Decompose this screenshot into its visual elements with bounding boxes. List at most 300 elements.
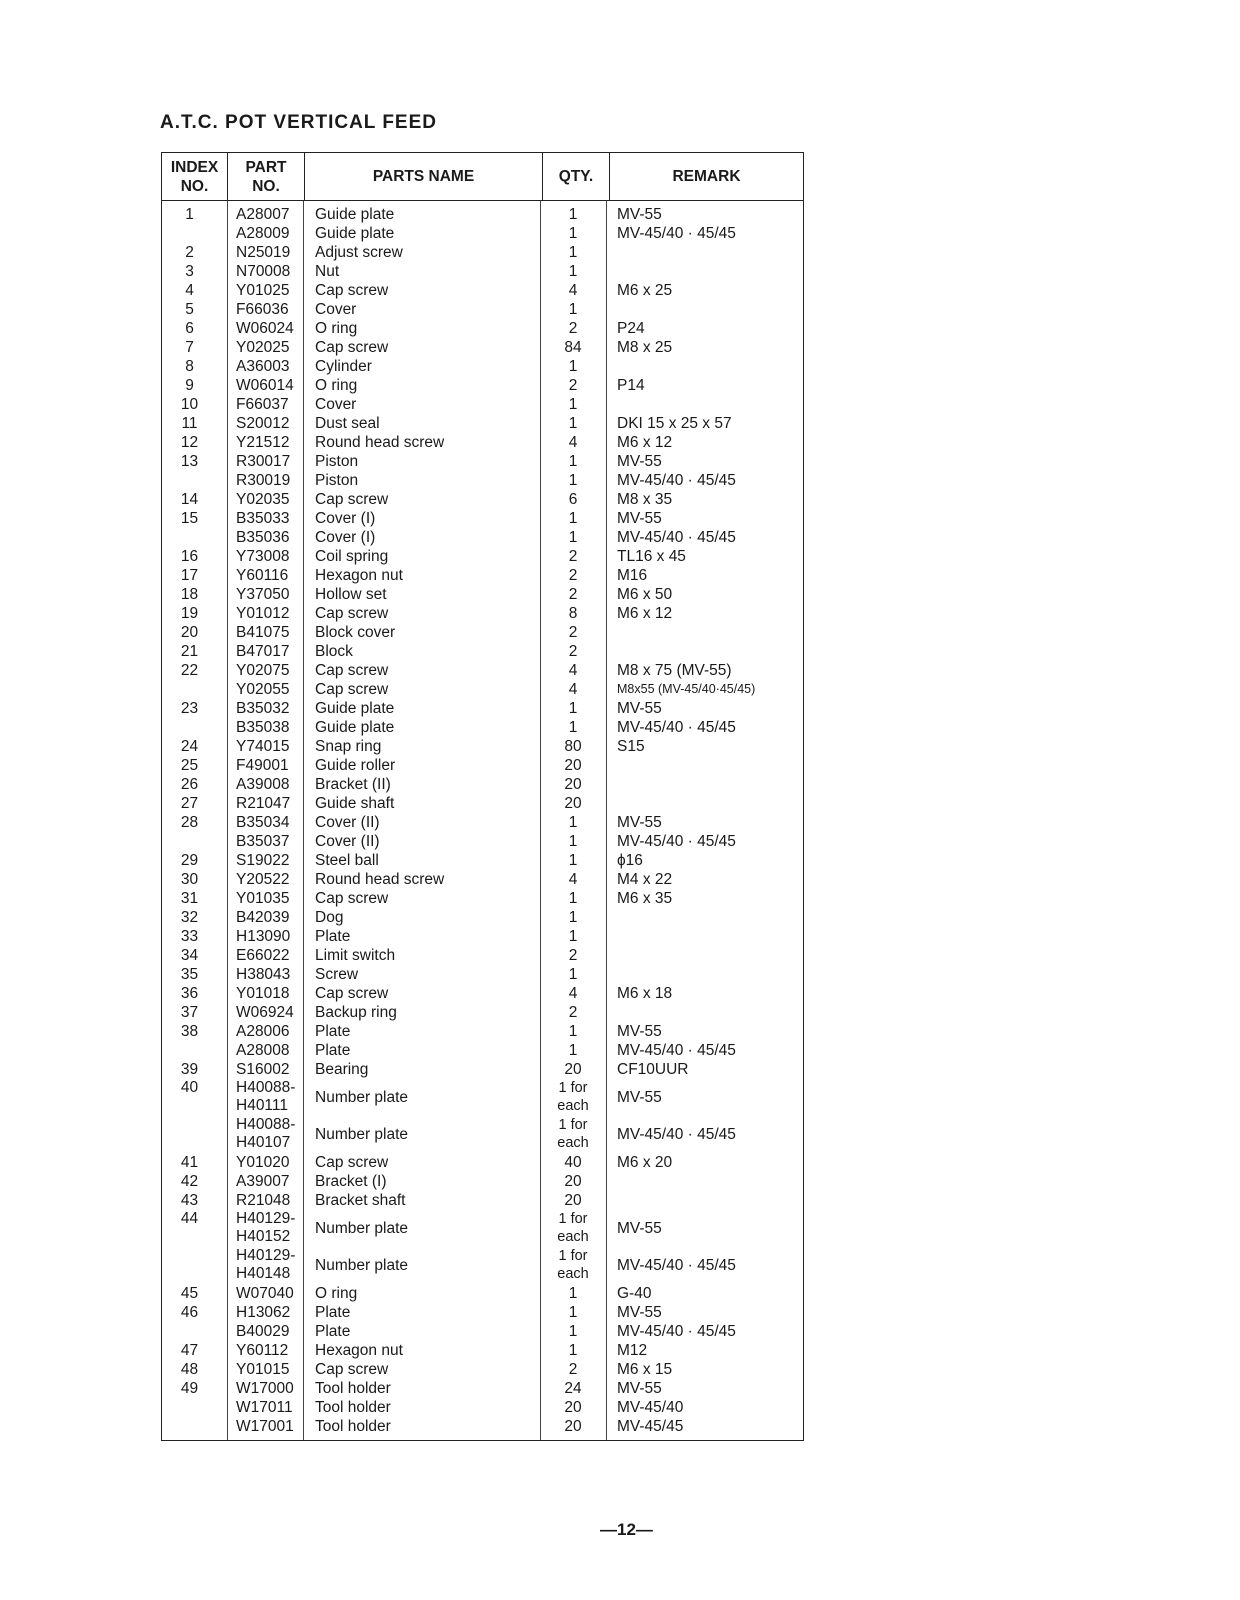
table-row <box>162 1116 803 1153</box>
qty-cell: 2 <box>568 548 578 565</box>
parts-name-cell: Bracket shaft <box>315 1192 406 1209</box>
index-cell: 36 <box>180 985 199 1002</box>
part-no-cell: B42039 <box>236 909 290 926</box>
table-row <box>162 927 803 946</box>
parts-name-cell: Cover (I) <box>315 510 376 527</box>
index-cell: 15 <box>180 510 199 527</box>
parts-name-cell: Cap screw <box>315 1154 389 1171</box>
qty-cell: 1 <box>568 1042 578 1059</box>
parts-name-cell: Cover (II) <box>315 833 380 850</box>
index-cell <box>162 1116 227 1153</box>
parts-name-cell: Cap screw <box>315 605 389 622</box>
part-no-cell: Y21512 <box>236 434 290 451</box>
parts-name-cell: Block cover <box>315 624 396 641</box>
parts-name-cell: Cap screw <box>315 339 389 356</box>
index-cell: 5 <box>185 301 194 318</box>
remark-cell <box>606 965 803 984</box>
index-cell: 4 <box>185 282 194 299</box>
qty-cell: 2 <box>568 567 578 584</box>
remark-cell: S15 <box>617 738 645 755</box>
table-row <box>162 205 803 224</box>
index-cell <box>162 224 227 243</box>
qty-cell: 1 <box>568 453 578 470</box>
table-row <box>162 243 803 262</box>
qty-cell: 1 <box>568 909 578 926</box>
table-row <box>162 471 803 490</box>
part-no-cell: Y02075 <box>236 662 290 679</box>
table-row <box>162 509 803 528</box>
qty-cell: 1 <box>568 833 578 850</box>
column-divider <box>303 201 304 1440</box>
remark-cell: M6 x 50 <box>617 586 673 603</box>
table-row <box>162 224 803 243</box>
remark-cell: TL16 x 45 <box>617 548 686 565</box>
qty-cell: 2 <box>568 586 578 603</box>
table-row <box>162 1153 803 1172</box>
part-no-cell: R21048 <box>236 1192 291 1209</box>
remark-cell: M6 x 12 <box>617 434 673 451</box>
part-no-cell: Y01035 <box>236 890 290 907</box>
remark-cell: MV-45/40 · 45/45 <box>617 472 736 489</box>
qty-cell: 1 <box>568 1323 578 1340</box>
index-cell: 39 <box>180 1061 199 1078</box>
parts-name-cell: Nut <box>315 263 340 280</box>
index-cell: 16 <box>180 548 199 565</box>
part-no-cell: B41075 <box>236 624 290 641</box>
table-row <box>162 1398 803 1417</box>
part-no-cell: Y20522 <box>236 871 290 888</box>
header-parts-name: PARTS NAME <box>305 153 543 200</box>
table-row <box>162 794 803 813</box>
parts-name-cell: Cap screw <box>315 985 389 1002</box>
parts-name-cell: Cap screw <box>315 282 389 299</box>
index-cell: 1 <box>185 206 194 223</box>
remark-cell: M6 x 15 <box>617 1361 673 1378</box>
remark-cell: MV-45/40 · 45/45 <box>617 1042 736 1059</box>
remark-cell <box>606 642 803 661</box>
qty-cell: 1 <box>568 1342 578 1359</box>
part-no-cell: Y37050 <box>236 586 290 603</box>
index-cell <box>162 1398 227 1417</box>
remark-cell: ϕ16 <box>617 852 643 869</box>
remark-cell <box>606 1172 803 1191</box>
remark-cell: MV-55 <box>617 814 662 831</box>
qty-cell: 1 <box>568 396 578 413</box>
parts-name-cell: Cap screw <box>315 662 389 679</box>
table-row <box>162 338 803 357</box>
remark-cell: M6 x 20 <box>617 1154 673 1171</box>
part-no-cell: Y02035 <box>236 491 290 508</box>
index-cell: 42 <box>180 1173 199 1190</box>
qty-cell: 20 <box>564 757 582 774</box>
remark-cell: M8 x 75 (MV-55) <box>617 662 732 679</box>
index-cell <box>162 1041 227 1060</box>
qty-cell: 4 <box>568 985 578 1002</box>
remark-cell <box>606 927 803 946</box>
index-cell: 19 <box>180 605 199 622</box>
remark-cell: DKI 15 x 25 x 57 <box>617 415 732 432</box>
part-no-cell: N70008 <box>236 263 291 280</box>
part-no-cell: A36003 <box>236 358 290 375</box>
part-no-cell: Y01015 <box>236 1361 290 1378</box>
parts-name-cell: Cap screw <box>315 681 389 698</box>
header-remark: REMARK <box>672 168 741 185</box>
part-no-cell: H40129- H40152 <box>236 1210 296 1245</box>
qty-cell: 1 <box>568 510 578 527</box>
table-row <box>162 1284 803 1303</box>
parts-name-cell: Guide shaft <box>315 795 395 812</box>
parts-name-cell: Piston <box>315 453 359 470</box>
index-cell: 20 <box>180 624 199 641</box>
index-cell: 13 <box>180 453 199 470</box>
remark-cell <box>606 623 803 642</box>
table-row <box>162 585 803 604</box>
qty-cell: 2 <box>568 1004 578 1021</box>
parts-name-cell: O ring <box>315 377 358 394</box>
index-cell: 25 <box>180 757 199 774</box>
header-index-no: INDEX NO. <box>162 153 228 200</box>
qty-cell: 2 <box>568 624 578 641</box>
qty-cell: 20 <box>564 776 582 793</box>
remark-cell <box>606 908 803 927</box>
index-cell: 6 <box>185 320 194 337</box>
remark-cell: MV-55 <box>617 206 662 223</box>
table-row <box>162 547 803 566</box>
table-row <box>162 566 803 585</box>
table-row <box>162 319 803 338</box>
parts-name-cell: Hollow set <box>315 586 387 603</box>
parts-name-cell: Plate <box>315 1323 351 1340</box>
parts-name-cell: Hexagon nut <box>315 567 403 584</box>
qty-cell: 1 <box>568 301 578 318</box>
table-row <box>162 775 803 794</box>
qty-cell: 8 <box>568 605 578 622</box>
part-no-cell: S16002 <box>236 1061 290 1078</box>
parts-name-cell: Adjust screw <box>315 244 403 261</box>
remark-cell: MV-55 <box>617 1380 662 1397</box>
qty-cell: 1 <box>568 890 578 907</box>
remark-cell: M6 x 18 <box>617 985 673 1002</box>
index-cell: 3 <box>185 263 194 280</box>
qty-cell: 4 <box>568 282 578 299</box>
parts-name-cell: Plate <box>315 1304 351 1321</box>
index-cell: 43 <box>180 1192 199 1209</box>
parts-name-cell: Bearing <box>315 1061 369 1078</box>
table-row <box>162 1322 803 1341</box>
table-row <box>162 1022 803 1041</box>
index-cell: 31 <box>180 890 199 907</box>
remark-cell: MV-45/40 · 45/45 <box>617 719 736 736</box>
part-no-cell: E66022 <box>236 947 290 964</box>
parts-name-cell: Number plate <box>315 1125 409 1143</box>
remark-cell: P14 <box>617 377 645 394</box>
part-no-cell: H38043 <box>236 966 291 983</box>
table-row <box>162 889 803 908</box>
remark-cell: M8x55 (MV-45/40·45/45) <box>617 682 756 696</box>
parts-name-cell: Guide plate <box>315 225 395 242</box>
table-row <box>162 604 803 623</box>
part-no-cell: Y01018 <box>236 985 290 1002</box>
index-cell <box>162 1247 227 1284</box>
table-row <box>162 965 803 984</box>
remark-cell: CF10UUR <box>617 1061 689 1078</box>
index-cell: 32 <box>180 909 199 926</box>
remark-cell: MV-45/40 · 45/45 <box>617 1125 736 1143</box>
table-row <box>162 1060 803 1079</box>
qty-cell: 84 <box>564 339 582 356</box>
index-cell: 49 <box>180 1380 199 1397</box>
parts-name-cell: Tool holder <box>315 1380 391 1397</box>
qty-cell: 1 <box>568 244 578 261</box>
column-divider <box>606 201 607 1440</box>
index-cell: 22 <box>180 662 199 679</box>
header-part-no: PART NO. <box>228 153 305 200</box>
remark-cell: MV-45/40 · 45/45 <box>617 1256 736 1274</box>
table-row <box>162 680 803 699</box>
parts-name-cell: Cover <box>315 301 357 318</box>
index-cell: 23 <box>180 700 199 717</box>
remark-cell: MV-55 <box>617 453 662 470</box>
parts-name-cell: Steel ball <box>315 852 379 869</box>
part-no-cell: A39007 <box>236 1173 290 1190</box>
qty-cell: 1 <box>568 529 578 546</box>
qty-cell: 4 <box>568 434 578 451</box>
qty-cell: 4 <box>568 871 578 888</box>
table-row <box>162 642 803 661</box>
remark-cell <box>606 395 803 414</box>
index-cell: 9 <box>185 377 194 394</box>
part-no-cell: R30017 <box>236 453 291 470</box>
qty-cell: 24 <box>564 1380 582 1397</box>
parts-name-cell: Guide plate <box>315 206 395 223</box>
remark-cell: MV-45/45 <box>617 1418 684 1435</box>
remark-cell: MV-55 <box>617 1088 662 1106</box>
qty-cell: 20 <box>564 795 582 812</box>
remark-cell <box>606 756 803 775</box>
index-cell: 10 <box>180 396 199 413</box>
index-cell: 24 <box>180 738 199 755</box>
parts-name-cell: Cover <box>315 396 357 413</box>
part-no-cell: H13090 <box>236 928 291 945</box>
qty-cell: 1 <box>568 415 578 432</box>
qty-cell: 1 <box>568 358 578 375</box>
index-cell: 2 <box>185 244 194 261</box>
table-row <box>162 300 803 319</box>
part-no-cell: A39008 <box>236 776 290 793</box>
part-no-cell: H13062 <box>236 1304 291 1321</box>
table-body <box>162 201 803 1440</box>
table-row <box>162 433 803 452</box>
table-row <box>162 262 803 281</box>
table-row <box>162 718 803 737</box>
qty-cell: 20 <box>564 1192 582 1209</box>
table-row <box>162 813 803 832</box>
index-cell: 29 <box>180 852 199 869</box>
index-cell: 46 <box>180 1304 199 1321</box>
qty-cell: 1 <box>568 719 578 736</box>
index-cell: 45 <box>180 1285 199 1302</box>
part-no-cell: A28006 <box>236 1023 290 1040</box>
part-no-cell: W17001 <box>236 1418 294 1435</box>
index-cell: 26 <box>180 776 199 793</box>
index-cell <box>162 1322 227 1341</box>
index-cell: 21 <box>180 643 199 660</box>
remark-cell: MV-55 <box>617 510 662 527</box>
part-no-cell: F49001 <box>236 757 289 774</box>
parts-name-cell: Backup ring <box>315 1004 397 1021</box>
parts-name-cell: Block <box>315 643 353 660</box>
remark-cell <box>606 1191 803 1210</box>
part-no-cell: W06924 <box>236 1004 294 1021</box>
table-row <box>162 376 803 395</box>
remark-cell: MV-55 <box>617 1304 662 1321</box>
qty-cell: 1 <box>568 814 578 831</box>
table-row <box>162 414 803 433</box>
index-cell: 34 <box>180 947 199 964</box>
qty-cell: 1 <box>568 1023 578 1040</box>
parts-name-cell: Snap ring <box>315 738 382 755</box>
parts-name-cell: Cover (II) <box>315 814 380 831</box>
parts-name-cell: Plate <box>315 928 351 945</box>
table-row <box>162 661 803 680</box>
part-no-cell: B35037 <box>236 833 290 850</box>
qty-cell: 1 <box>568 263 578 280</box>
parts-name-cell: Number plate <box>315 1219 409 1237</box>
part-no-cell: Y02055 <box>236 681 290 698</box>
index-cell: 14 <box>180 491 199 508</box>
index-cell: 38 <box>180 1023 199 1040</box>
parts-name-cell: Limit switch <box>315 947 396 964</box>
index-cell: 33 <box>180 928 199 945</box>
index-cell: 37 <box>180 1004 199 1021</box>
table-row <box>162 832 803 851</box>
header-qty: QTY. <box>543 153 610 200</box>
qty-cell: 20 <box>564 1061 582 1078</box>
parts-name-cell: Cap screw <box>315 890 389 907</box>
part-no-cell: W07040 <box>236 1285 294 1302</box>
remark-cell: P24 <box>617 320 645 337</box>
part-no-cell: R30019 <box>236 472 291 489</box>
qty-cell: 2 <box>568 377 578 394</box>
remark-cell <box>606 794 803 813</box>
index-cell: 7 <box>185 339 194 356</box>
qty-cell: 1 for each <box>557 1080 589 1114</box>
column-divider <box>540 201 541 1440</box>
index-cell: 11 <box>181 415 198 432</box>
part-no-cell: N25019 <box>236 244 291 261</box>
part-no-cell: Y01020 <box>236 1154 290 1171</box>
table-row <box>162 281 803 300</box>
part-no-cell: W06014 <box>236 377 294 394</box>
parts-name-cell: Guide roller <box>315 757 396 774</box>
table-row <box>162 1417 803 1436</box>
remark-cell: MV-55 <box>617 1219 662 1237</box>
parts-name-cell: Coil spring <box>315 548 389 565</box>
parts-name-cell: Bracket (I) <box>315 1173 387 1190</box>
part-no-cell: Y74015 <box>236 738 290 755</box>
parts-name-cell: Guide plate <box>315 719 395 736</box>
part-no-cell: B35032 <box>236 700 290 717</box>
remark-cell: MV-45/40 · 45/45 <box>617 1323 736 1340</box>
part-no-cell: Y01025 <box>236 282 290 299</box>
part-no-cell: B35036 <box>236 529 290 546</box>
page-title: A.T.C. POT VERTICAL FEED <box>160 112 438 133</box>
part-no-cell: W17011 <box>236 1399 293 1416</box>
table-header <box>162 153 803 201</box>
parts-name-cell: Piston <box>315 472 359 489</box>
part-no-cell: W06024 <box>236 320 294 337</box>
qty-cell: 1 <box>568 852 578 869</box>
table-row <box>162 1360 803 1379</box>
qty-cell: 1 <box>568 472 578 489</box>
index-cell: 41 <box>180 1154 199 1171</box>
index-cell <box>162 1417 227 1436</box>
remark-cell <box>606 357 803 376</box>
parts-name-cell: Number plate <box>315 1088 409 1106</box>
part-no-cell: F66037 <box>236 396 289 413</box>
part-no-cell: B40029 <box>236 1323 290 1340</box>
qty-cell: 1 for each <box>557 1117 589 1151</box>
qty-cell: 20 <box>564 1418 582 1435</box>
table-row <box>162 1379 803 1398</box>
remark-cell: M8 x 25 <box>617 339 673 356</box>
qty-cell: 20 <box>564 1173 582 1190</box>
index-cell: 8 <box>185 358 194 375</box>
parts-name-cell: Number plate <box>315 1256 409 1274</box>
remark-cell: MV-45/40 · 45/45 <box>617 529 736 546</box>
parts-name-cell: Cover (I) <box>315 529 376 546</box>
remark-cell: M6 x 12 <box>617 605 673 622</box>
qty-cell: 20 <box>564 1399 582 1416</box>
remark-cell <box>606 262 803 281</box>
qty-cell: 1 <box>568 966 578 983</box>
parts-name-cell: O ring <box>315 320 358 337</box>
table-row <box>162 946 803 965</box>
part-no-cell: A28009 <box>236 225 290 242</box>
remark-cell: MV-45/40 · 45/45 <box>617 225 736 242</box>
part-no-cell: H40129- H40148 <box>236 1247 296 1282</box>
part-no-cell: B35033 <box>236 510 290 527</box>
parts-name-cell: Bracket (II) <box>315 776 391 793</box>
remark-cell: M6 x 25 <box>617 282 673 299</box>
qty-cell: 1 <box>568 225 578 242</box>
qty-cell: 1 <box>568 1304 578 1321</box>
qty-cell: 4 <box>568 681 578 698</box>
table-row <box>162 756 803 775</box>
qty-cell: 2 <box>568 643 578 660</box>
parts-name-cell: Tool holder <box>315 1399 391 1416</box>
parts-name-cell: Cylinder <box>315 358 372 375</box>
part-no-cell: Y60116 <box>236 567 289 584</box>
qty-cell: 1 <box>568 928 578 945</box>
remark-cell: MV-55 <box>617 700 662 717</box>
qty-cell: 1 <box>568 206 578 223</box>
part-no-cell: Y60112 <box>236 1342 289 1359</box>
remark-cell: MV-45/40 <box>617 1399 684 1416</box>
table-row <box>162 851 803 870</box>
part-no-cell: R21047 <box>236 795 291 812</box>
qty-cell: 4 <box>568 662 578 679</box>
table-row <box>162 1247 803 1284</box>
parts-name-cell: Cap screw <box>315 1361 389 1378</box>
table-row <box>162 984 803 1003</box>
index-cell: 17 <box>180 567 199 584</box>
qty-cell: 80 <box>564 738 582 755</box>
parts-name-cell: Round head screw <box>315 434 445 451</box>
table-row <box>162 1041 803 1060</box>
table-row <box>162 870 803 889</box>
index-cell: 30 <box>180 871 199 888</box>
